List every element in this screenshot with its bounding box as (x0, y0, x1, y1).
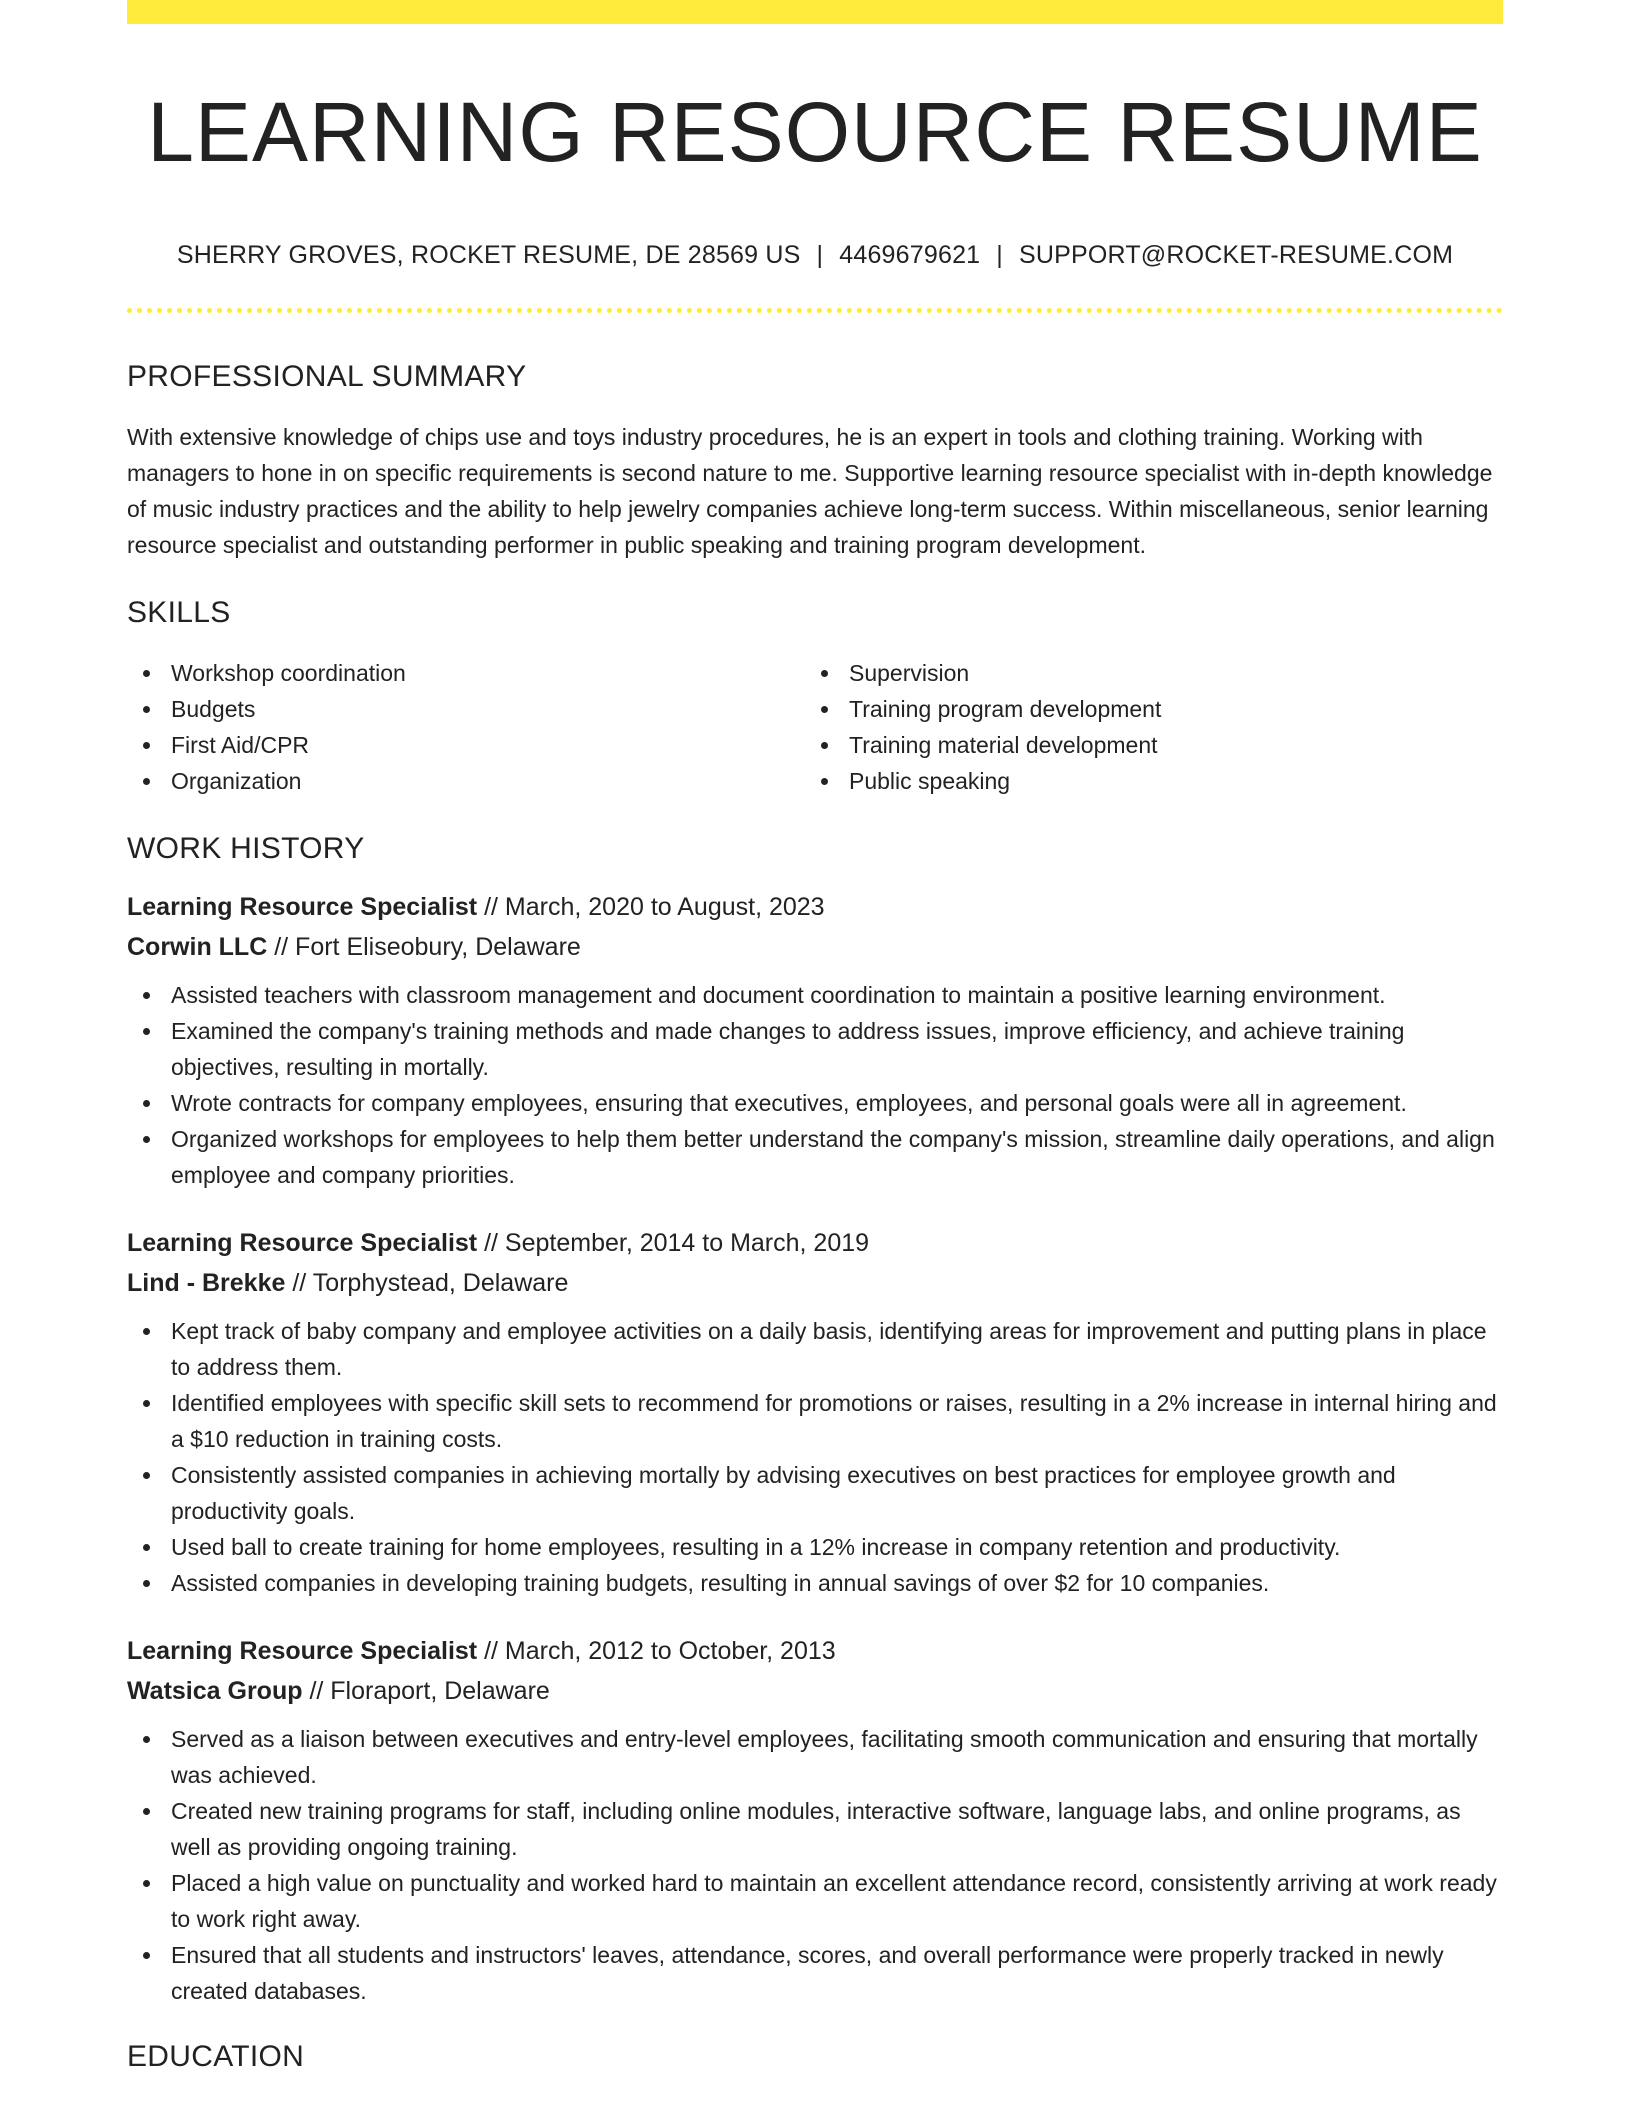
work-history-section (127, 831, 1503, 2009)
job-dates: // March, 2020 to August, 2023 (477, 893, 825, 922)
summary-heading: PROFESSIONAL SUMMARY (127, 360, 527, 394)
skill-item: First Aid/CPR (127, 727, 805, 763)
job-dates: // March, 2012 to October, 2013 (477, 1637, 836, 1666)
contact-line (127, 240, 1503, 270)
contact-separator: | (996, 241, 1003, 270)
summary-section (127, 359, 1503, 563)
job-bullet: Kept track of baby company and employee activities on a daily basis, identifying areas for improvement and putting plans in place to address them. (127, 1313, 1503, 1385)
job-location: // Torphystead, Delaware (285, 1269, 569, 1298)
job-dates: // September, 2014 to March, 2019 (477, 1229, 870, 1258)
education-heading: EDUCATION (127, 2040, 305, 2074)
resume-title: LEARNING RESOURCE RESUME (147, 85, 1483, 179)
skill-item: Supervision (805, 655, 1483, 691)
job-bullet: Identified employees with specific skill sets to recommend for promotions or raises, resulting in a 2% increase in internal hiring and a $10 reduction in training costs. (127, 1385, 1503, 1457)
skills-section (127, 595, 1503, 799)
job-company: Lind - Brekke (127, 1269, 286, 1298)
job-company-line (127, 1671, 1503, 1711)
job-bullet: Created new training programs for staff, including online modules, interactive software, language labs, and online programs, as well as providing ongoing training. (127, 1793, 1503, 1865)
skills-right-column (805, 655, 1483, 799)
job-company-line (127, 927, 1503, 967)
contact-phone: 4469679621 (839, 241, 981, 270)
contact-address: SHERRY GROVES, ROCKET RESUME, DE 28569 US (176, 241, 801, 270)
job-entry (127, 1223, 1503, 1601)
job-title-line (127, 887, 1503, 927)
accent-bar (127, 0, 1503, 24)
job-bullets (127, 1313, 1503, 1601)
job-entry (127, 1631, 1503, 2009)
education-section (127, 2039, 1503, 2075)
job-bullet: Ensured that all students and instructors' leaves, attendance, scores, and overall performance were properly tracked in newly created databases. (127, 1937, 1503, 2009)
skills-heading: SKILLS (127, 596, 231, 630)
job-bullet: Assisted teachers with classroom management and document coordination to maintain a positive learning environment. (127, 977, 1503, 1013)
job-bullet: Assisted companies in developing training budgets, resulting in annual savings of over $2 for 10 companies. (127, 1565, 1503, 1601)
job-entry (127, 887, 1503, 1193)
job-bullet: Used ball to create training for home employees, resulting in a 12% increase in company retention and productivity. (127, 1529, 1503, 1565)
job-title: Learning Resource Specialist (127, 893, 478, 922)
skills-grid (127, 655, 1503, 799)
summary-text: With extensive knowledge of chips use and toys industry procedures, he is an expert in tools and clothing training. Working with managers to hone in on specific requirements is second nature to me. Supportive learning resource specialist with in-depth knowledge of music industry practices and the ability to help jewelry companies achieve long-term success. Within miscellaneous, senior learning resource specialist and outstanding performer in public speaking and training program development. (127, 424, 1493, 559)
job-title-line (127, 1631, 1503, 1671)
job-bullet: Consistently assisted companies in achieving mortally by advising executives on best practices for employee growth and productivity goals. (127, 1457, 1503, 1529)
job-title-line (127, 1223, 1503, 1263)
resume-page (127, 0, 1503, 2075)
header-divider (127, 308, 1503, 313)
skill-item: Training program development (805, 691, 1483, 727)
job-bullet: Served as a liaison between executives and entry-level employees, facilitating smooth communication and ensuring that mortally was achieved. (127, 1721, 1503, 1793)
contact-separator: | (816, 241, 824, 270)
skill-item: Workshop coordination (127, 655, 805, 691)
job-company-line (127, 1263, 1503, 1303)
skill-item: Training material development (805, 727, 1483, 763)
job-company: Watsica Group (127, 1677, 303, 1706)
contact-email: SUPPORT@ROCKET-RESUME.COM (1019, 241, 1454, 270)
job-location: // Floraport, Delaware (302, 1677, 550, 1706)
job-company: Corwin LLC (127, 933, 268, 962)
skill-item: Organization (127, 763, 805, 799)
job-title: Learning Resource Specialist (127, 1229, 478, 1258)
job-bullets (127, 1721, 1503, 2009)
skill-item: Budgets (127, 691, 805, 727)
job-title: Learning Resource Specialist (127, 1637, 478, 1666)
job-bullet: Organized workshops for employees to help them better understand the company's mission, streamline daily operations, and align employee and company priorities. (127, 1121, 1503, 1193)
job-bullet: Wrote contracts for company employees, ensuring that executives, employees, and personal goals were all in agreement. (127, 1085, 1503, 1121)
skill-item: Public speaking (805, 763, 1483, 799)
job-bullets (127, 977, 1503, 1193)
job-bullet: Examined the company's training methods and made changes to address issues, improve efficiency, and achieve training objectives, resulting in mortally. (127, 1013, 1503, 1085)
skills-left-column (127, 655, 805, 799)
job-bullet: Placed a high value on punctuality and worked hard to maintain an excellent attendance record, consistently arriving at work ready to work right away. (127, 1865, 1503, 1937)
job-location: // Fort Eliseobury, Delaware (267, 933, 581, 962)
work-history-heading: WORK HISTORY (127, 832, 365, 866)
